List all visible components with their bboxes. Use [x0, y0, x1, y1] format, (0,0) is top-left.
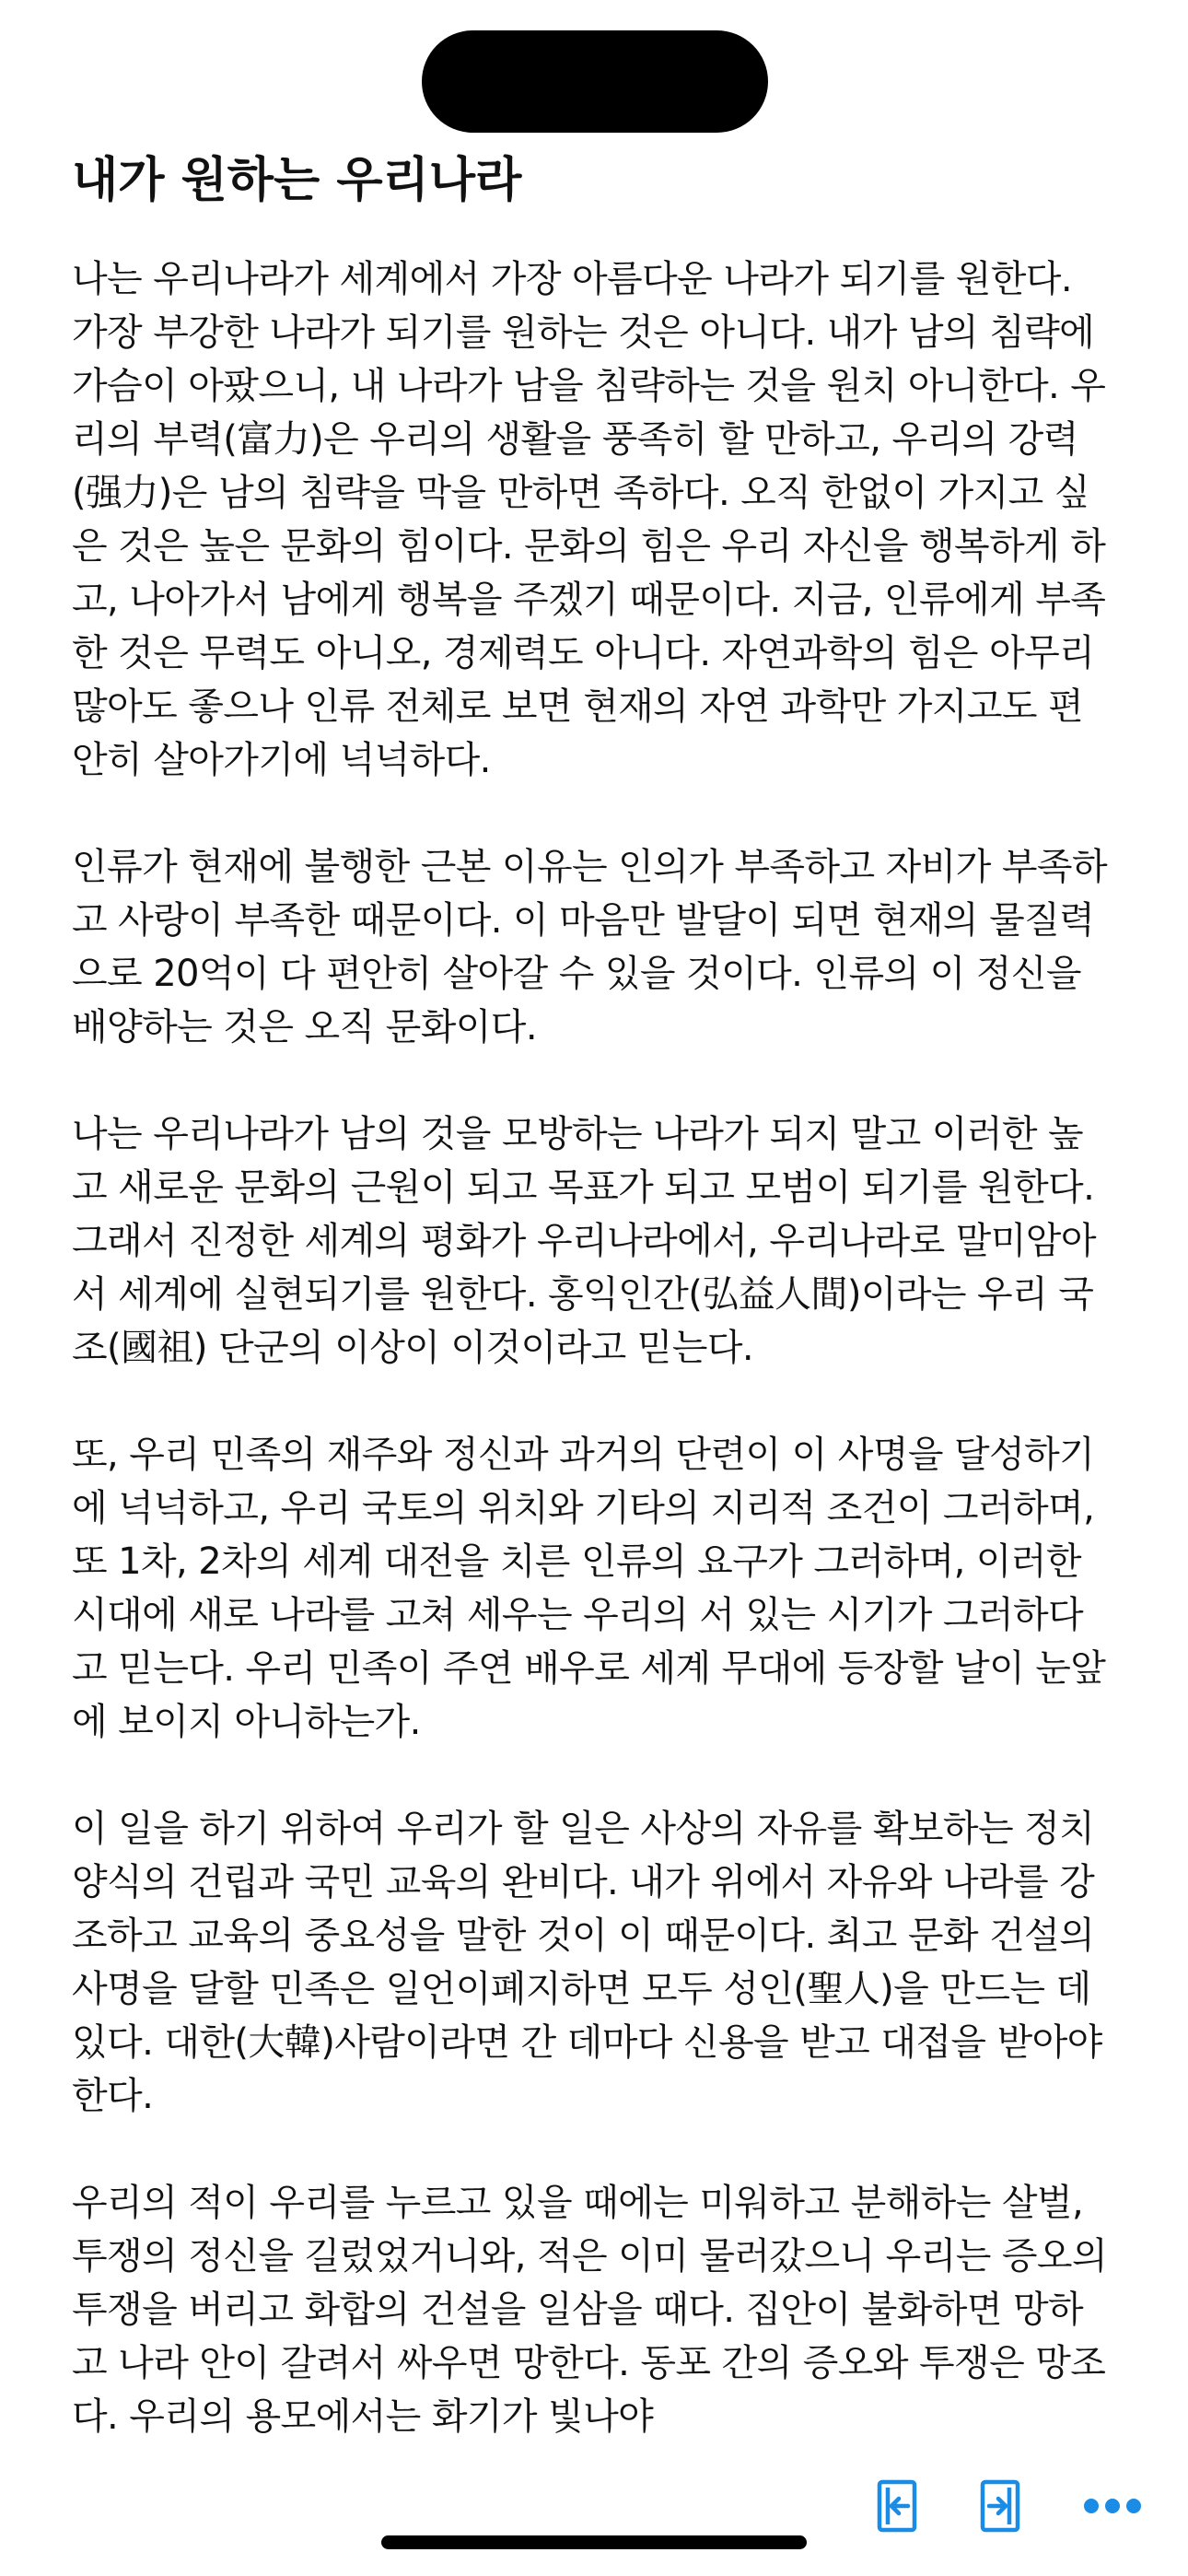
article-paragraph: 나는 우리나라가 세계에서 가장 아름다운 나라가 되기를 원한다. 가장 부강한 나라가 되기를 원하는 것은 아니다. 내가 남의 침략에 가슴이 아팠으니, 내 나라가 남을 침략하는 것을 원치 아니한다. 우리의 부력(富力)은 우리의 생활을 풍족히 할 만하고, 우리의 강력(强力)은 남의 침략을 막을 만하면 족하다. 오직 한없이 가지고 싶은 것은 높은 문화의 힘이다. 문화의 힘은 우리 자신을 행복하게 하고, 나아가서 남에게 행복을 주겠기 때문이다. 지금, 인류에게 부족한 것은 무력도 아니오, 경제력도 아니다. 자연과학의 힘은 아무리 많아도 좋으나 인류 전체로 보면 현재의 자연 과학만 가지고도 편안히 살아가기에 넉넉하다. [72, 258, 1106, 781]
article-paragraph: 우리의 적이 우리를 누르고 있을 때에는 미워하고 분해하는 살벌, 투쟁의 정신을 길렀었거니와, 적은 이미 물러갔으니 우리는 증오의 투쟁을 버리고 화합의 건설을 일삼을 때다. 집안이 불화하면 망하고 나라 안이 갈려서 싸우면 망한다. 동포 간의 증오와 투쟁은 망조다. 우리의 용모에서는 화기가 빛나야 [72, 2182, 1107, 2438]
collapse-left-icon [877, 2478, 917, 2537]
collapse-left-button[interactable] [864, 2475, 930, 2541]
home-indicator[interactable] [381, 2535, 807, 2549]
article-body [72, 252, 1116, 2441]
article-paragraph: 인류가 현재에 불행한 근본 이유는 인의가 부족하고 자비가 부족하고 사랑이 부족한 때문이다. 이 마음만 발달이 되면 현재의 물질력으로 20억이 다 편안히 살아갈 수 있을 것이다. 인류의 이 정신을 배양하는 것은 오직 문화이다. [72, 846, 1107, 1048]
collapse-right-icon [980, 2478, 1020, 2537]
article-paragraph: 이 일을 하기 위하여 우리가 할 일은 사상의 자유를 확보하는 정치 양식의 건립과 국민 교육의 완비다. 내가 위에서 자유와 나라를 강조하고 교육의 중요성을 말한 것이 이 때문이다. 최고 문화 건설의 사명을 달할 민족은 일언이폐지하면 모두 성인(聖人)을 만드는 데 있다. 대한(大韓)사람이라면 간 데마다 신용을 받고 대접을 받아야 한다. [72, 1808, 1102, 2117]
reader-view[interactable] [72, 0, 1116, 2441]
bottom-toolbar [0, 2441, 1188, 2576]
more-icon [1083, 2497, 1142, 2519]
article-paragraph: 또, 우리 민족의 재주와 정신과 과거의 단련이 이 사명을 달성하기에 넉넉하고, 우리 국토의 위치와 기타의 지리적 조건이 그러하며, 또 1차, 2차의 세계 대전을 치른 인류의 요구가 그러하며, 이러한 시대에 새로 나라를 고쳐 세우는 우리의 서 있는 시기가 그러하다고 믿는다. 우리 민족이 주연 배우로 세계 무대에 등장할 날이 눈앞에 보이지 아니하는가. [72, 1434, 1106, 1743]
article-paragraph: 나는 우리나라가 남의 것을 모방하는 나라가 되지 말고 이러한 높고 새로운 문화의 근원이 되고 목표가 되고 모범이 되기를 원한다. 그래서 진정한 세계의 평화가 우리나라에서, 우리나라로 말미암아서 세계에 실현되기를 원한다. 홍익인간(弘益人間)이라는 우리 국조(國祖) 단군의 이상이 이것이라고 믿는다. [72, 1113, 1096, 1369]
more-button[interactable] [1079, 2475, 1146, 2541]
page-title: 내가 원하는 우리나라 [72, 153, 522, 208]
collapse-right-button[interactable] [967, 2475, 1033, 2541]
